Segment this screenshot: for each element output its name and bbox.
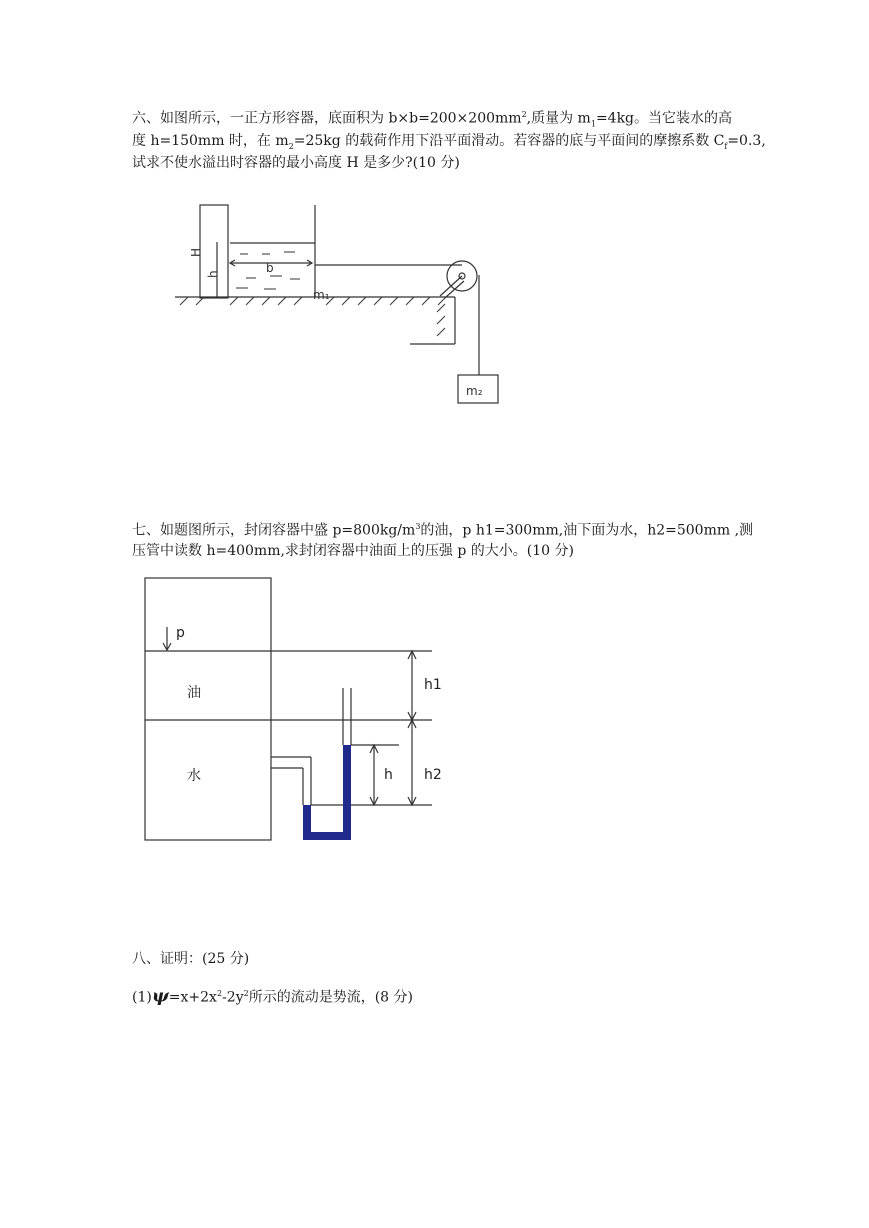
question-6-line-2: 度 h=150mm 时，在 $m_2=25kg$ 的载荷作用下沿平面滑动。若容器的底与平面间的摩擦系数 $C_f=0.3$, — [132, 133, 766, 151]
question-6-line-3: 试求不使水溢出时容器的最小高度 H 是多少?(10 分) — [132, 155, 460, 171]
label-h: h — [206, 270, 220, 278]
psi-symbol: ψ — [151, 985, 169, 1007]
question-6-line-1: 六、如图所示，一正方形容器，底面积为 $b\times b=200\times 200mm^2$,质量为 $m_1=4kg$。当它装水的高 — [132, 110, 733, 129]
manometer-fluid — [303, 745, 351, 840]
label-H: H — [189, 247, 203, 257]
label-h: h — [384, 767, 393, 783]
closed-tank — [145, 578, 271, 840]
label-water: 水 — [187, 768, 201, 784]
label-m1: m₁ — [313, 288, 330, 302]
question-8-title: 八、证明：(25 分) — [132, 951, 250, 967]
label-b: b — [266, 261, 274, 275]
label-p: p — [176, 625, 185, 641]
question-7-line-1: 七、如题图所示，封闭容器中盛 $p=800kg/m^3$的油，p h1=300mm,油下面为水，h2=500mm ,测 — [132, 522, 754, 539]
label-m2: m₂ — [466, 384, 483, 398]
label-h2: h2 — [424, 767, 442, 783]
question-8-part-1: $(1)\psi=x+2x^2-2y^2$所示的流动是势流，(8 分) — [132, 985, 413, 1007]
label-oil: 油 — [187, 685, 201, 701]
label-h1: h1 — [424, 677, 442, 693]
question-7-line-2: 压管中读数 h=400mm,求封闭容器中油面上的压强 p 的大小。(10 分) — [132, 543, 574, 559]
